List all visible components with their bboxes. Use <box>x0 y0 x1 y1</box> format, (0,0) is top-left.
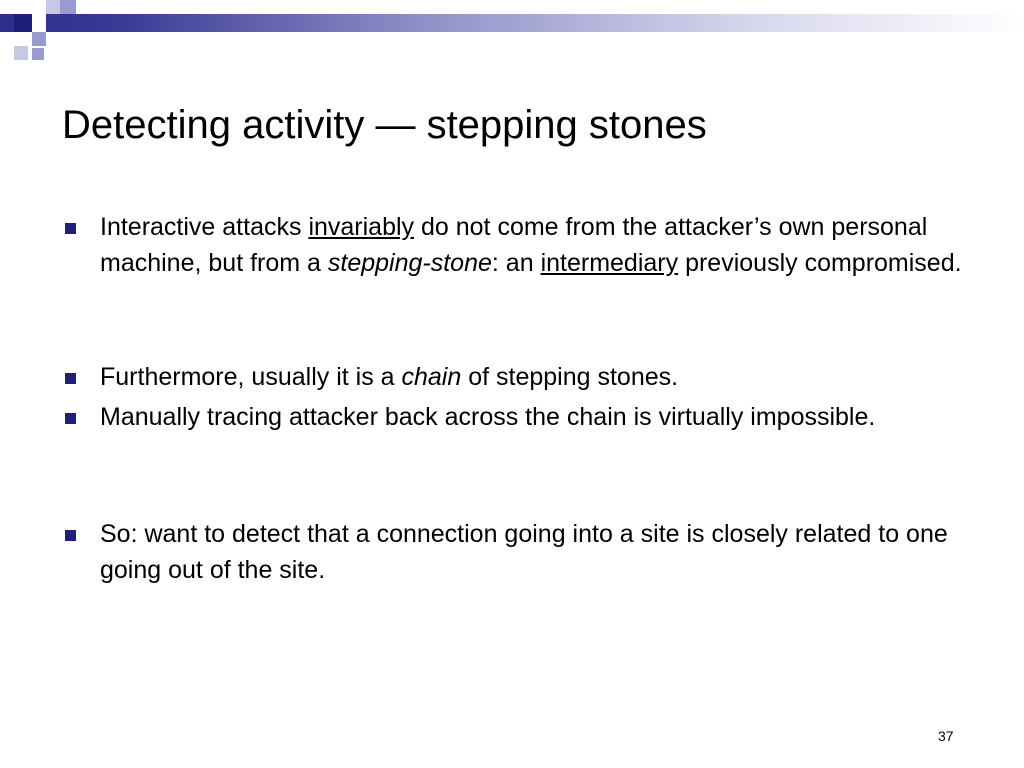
bullet-text-part: do not come from the attacker’s own personal machine, but from a <box>100 213 928 277</box>
page-number: 37 <box>938 728 954 744</box>
slide-title: Detecting activity — stepping stones <box>62 103 707 147</box>
bullet-text <box>100 359 980 395</box>
bullet-text-part: stepping-stone <box>327 249 492 277</box>
bullet-square-icon <box>65 373 76 384</box>
bullet-text-part: of stepping stones. <box>461 363 679 391</box>
bullet-text-part: Manually tracing attacker back across the chain is virtually impossible. <box>100 403 876 431</box>
bullet-text-part: : an <box>491 249 541 277</box>
bullet-text-part: invariably <box>308 213 415 241</box>
bullet-text <box>100 516 980 588</box>
header-square-mid <box>60 0 76 14</box>
header-square-bottom <box>14 46 28 60</box>
header-square-white <box>32 14 46 32</box>
header-square-dark <box>14 14 32 32</box>
bullet-text <box>100 399 980 435</box>
header-square-small <box>32 48 44 60</box>
bullet-square-icon <box>65 223 76 234</box>
header-gradient-bar <box>0 14 1024 32</box>
header-square-light <box>46 0 60 14</box>
bullet-square-icon <box>65 413 76 424</box>
bullet-text-part: Furthermore, usually it is a <box>100 363 402 391</box>
header-square-lower <box>32 32 46 46</box>
bullet-text-part: intermediary <box>540 249 679 277</box>
bullet-text <box>100 209 980 281</box>
bullet-text-part: Interactive attacks <box>100 213 309 241</box>
bullet-text-part: previously compromised. <box>678 249 962 277</box>
bullet-text-part: So: want to detect that a connection going into a site is closely related to one going out of the site. <box>100 520 948 584</box>
bullet-text-part: chain <box>401 363 462 391</box>
bullet-square-icon <box>65 530 76 541</box>
